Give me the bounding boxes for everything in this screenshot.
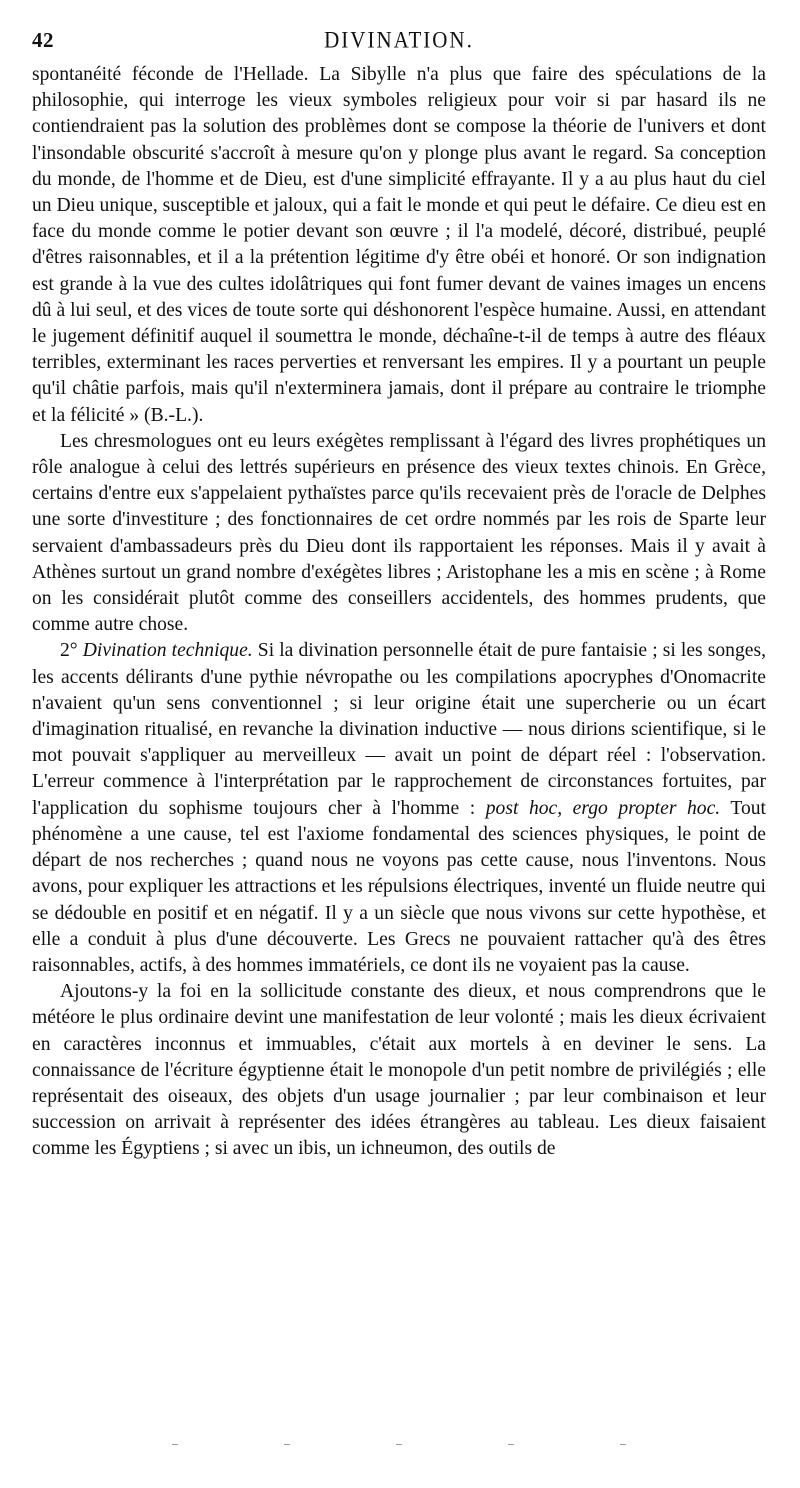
scan-mark <box>172 1444 178 1445</box>
paragraph-text: Si la divination personnelle était de pure fantaisie ; si les songes, les accents délirants d'une pythie névropathe ou les compilations apocryphes d'Onomacrite n'avaient qu'un sens conventionnel ; si leur origine était une supercherie ou un écart d'imagination ritualisé, en revanche la divination inductive — nous dirions scientifique, si le mot pouvait s'appliquer au merveilleux — avait un point de départ réel : l'observation. L'erreur commence à l'interprétation par le rapprochement de circonstances fortuites, par l'application du sophisme toujours cher à l'homme : <box>32 640 766 819</box>
paragraph-continuation: spontanéité féconde de l'Hellade. La Sibylle n'a plus que faire des spéculations de la philosophie, qui interroge les vieux symboles religieux pour voir si par hasard ils ne contiendraient pas la solution des problèmes dont se compose la théorie de l'univers et dont l'insondable obscurité s'accroît à mesure qu'on y plonge plus avant le regard. Sa conception du monde, de l'homme et de Dieu, est d'une simplicité effrayante. Il y a au plus haut du ciel un Dieu unique, susceptible et jaloux, qui a fait le monde et qui peut le défaire. Ce dieu est en face du monde comme le potier devant son œuvre ; il l'a modelé, décoré, distribué, peuplé d'êtres raisonnables, et il a la prétention légitime d'y être obéi et honoré. Or son indignation est grande à la vue des cultes idolâtriques qui font fumer devant de vaines images un encens dû à lui seul, et des vices de toute sorte qui déshonorent l'espèce humaine. Aussi, en attendant le jugement définitif auquel il soumettra le monde, déchaîne-t-il de temps à autre des fléaux terribles, exterminant les races perverties et renversant les empires. Il y a pourtant un peuple qu'il châtie parfois, mais qu'il n'exterminera jamais, dont il prépare au contraire le triomphe et la félicité » (B.-L.). <box>32 64 766 426</box>
body-text <box>32 62 766 1163</box>
latin-phrase: post hoc, ergo propter hoc. <box>485 797 721 819</box>
scan-mark <box>284 1444 290 1445</box>
paragraph-chresmologues: Les chresmologues ont eu leurs exégètes remplissant à l'égard des livres prophétiques un rôle analogue à celui des lettrés supérieurs en présence des vieux textes chinois. En Grèce, certains d'entre eux s'appelaient pythaïstes parce qu'ils recevaient près de l'oracle de Delphes une sorte d'investiture ; des fonctionnaires de cet ordre nommés par les rois de Sparte leur servaient d'ambassadeurs près du Dieu dont ils rapportaient les réponses. Mais il y avait à Athènes surtout un grand nombre d'exégètes libres ; Aristophane les a mis en scène ; à Rome on les considérait plutôt comme des conseillers accidentels, des hommes prudents, que comme autre chose. <box>32 430 766 636</box>
scan-mark <box>508 1444 514 1445</box>
running-title: DIVINATION. <box>324 26 474 54</box>
paragraph-ajoutons: Ajoutons-y la foi en la sollicitude constante des dieux, et nous comprendrons que le météore le plus ordinaire devint une manifestation de leur volonté ; mais les dieux écrivaient en caractères inconnus et immuables, c'était aux mortels à en deviner le sens. La connaissance de l'écriture égyptienne était le monopole d'un petit nombre de privilégiés ; elle représentait des oiseaux, des objets d'un usage journalier ; par leur combinaison et leur succession on arrivait à représenter des idées étrangères au tableau. Les dieux faisaient comme les Égyptiens ; si avec un ibis, un ichneumon, des outils de <box>32 981 766 1160</box>
scan-mark <box>396 1444 402 1445</box>
section-number: 2° <box>60 640 83 662</box>
page-number: 42 <box>32 28 54 52</box>
footer-scan-marks <box>32 1444 766 1450</box>
paragraph-divination-technique <box>32 638 766 979</box>
scan-mark <box>620 1444 626 1445</box>
paragraph-text-continued: Tout phénomène a une cause, tel est l'axiome fondamental des sciences physiques, le point de départ de nos recherches ; quand nous ne voyons pas cette cause, nous l'inventons. Nous avons, pour expliquer les attractions et les répulsions électriques, inventé un fluide neutre qui se dédouble en positif et en négatif. Il y a un siècle que nous vivons sur cette hypothèse, et elle a conduit à plus d'une découverte. Les Grecs ne pouvaient rattacher qu'à des êtres raisonnables, actifs, à des hommes immatériels, ce dont ils ne voyaient pas la cause. <box>32 797 766 976</box>
page-header <box>32 28 766 60</box>
section-heading: Divination technique. <box>82 640 253 662</box>
